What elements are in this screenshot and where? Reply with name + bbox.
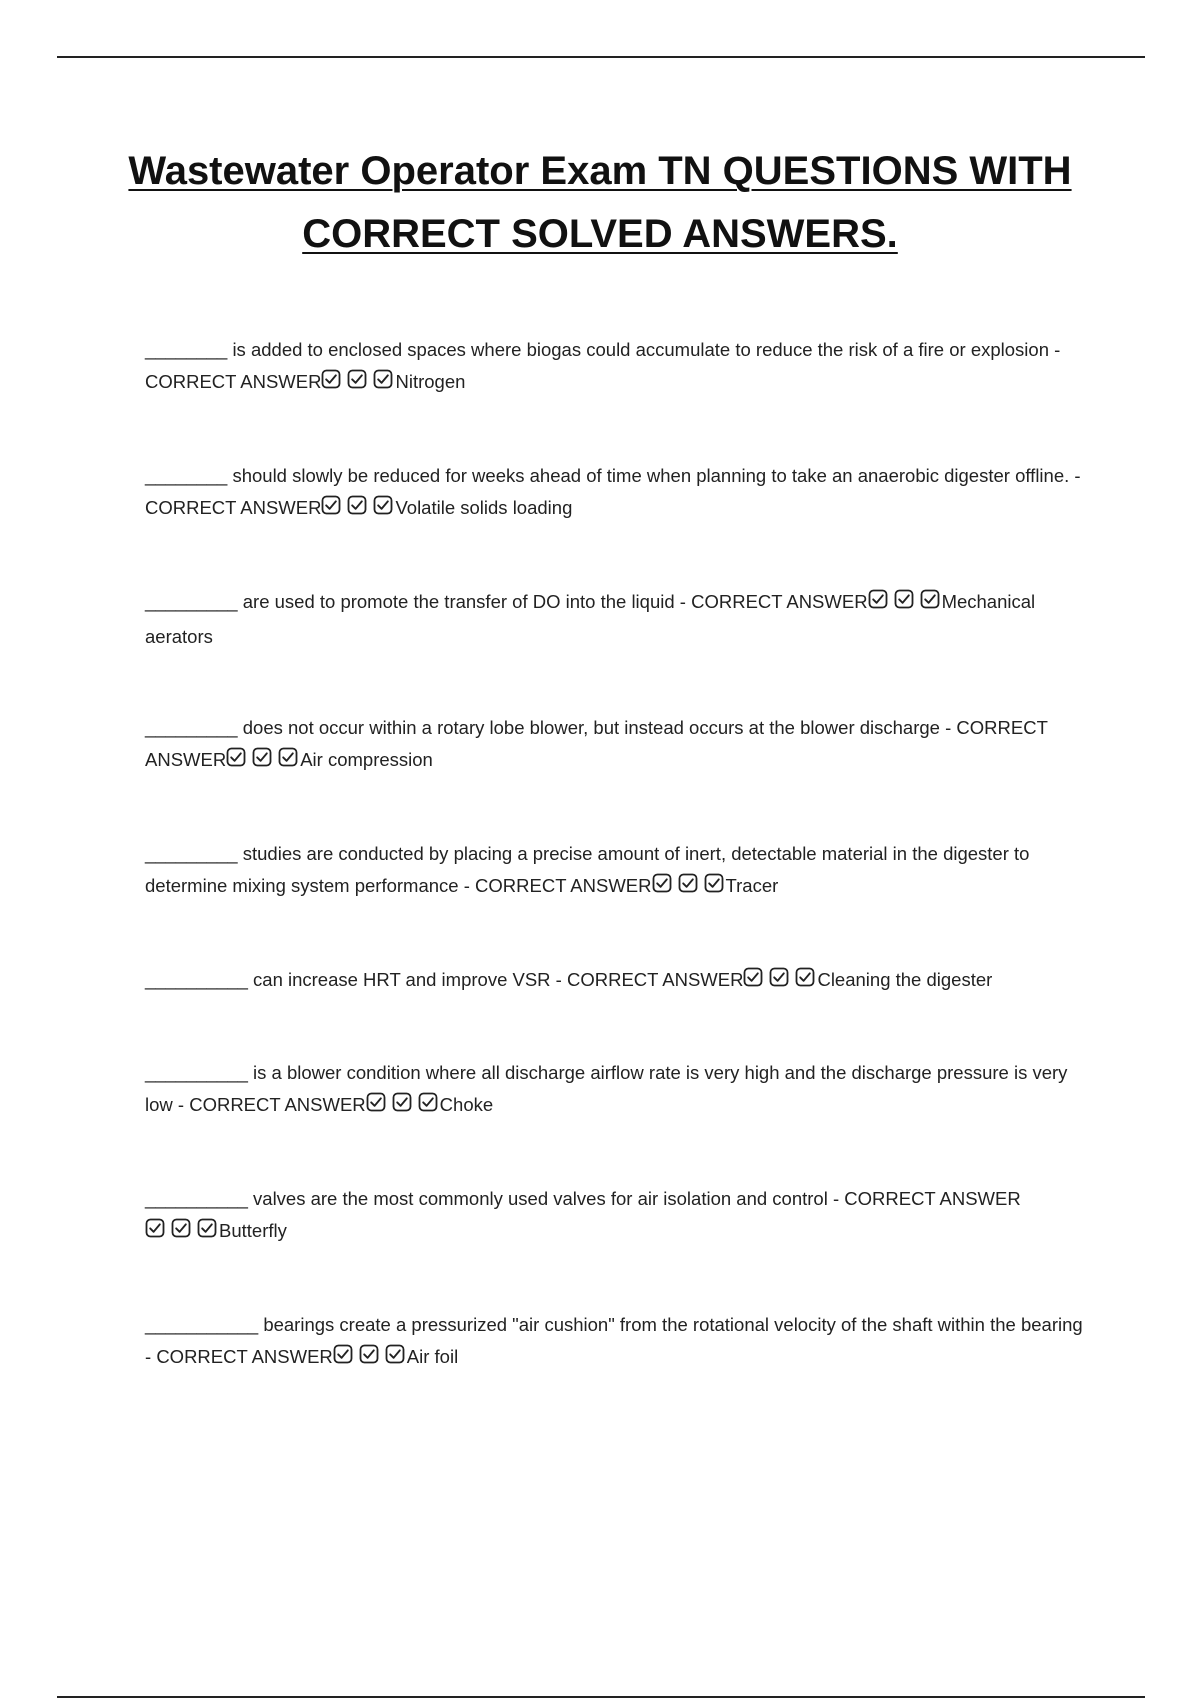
answer-label: CORRECT ANSWER: [844, 1188, 1021, 1209]
answer-label: CORRECT ANSWER: [691, 591, 868, 612]
question-text: __________ is a blower condition where all discharge airflow rate is very high and the discharge pressure is very low -: [145, 1062, 1068, 1115]
checkbox-checked-icon: [226, 747, 246, 767]
check-group: [366, 1092, 440, 1124]
answer-text: Butterfly: [219, 1220, 287, 1241]
question-text: _________ does not occur within a rotary lobe blower, but instead occurs at the blower discharge -: [145, 717, 957, 738]
checkbox-checked-icon: [347, 369, 367, 389]
checkbox-checked-icon: [321, 369, 341, 389]
page-title: Wastewater Operator Exam TN QUESTIONS WITH CORRECT SOLVED ANSWERS.: [128, 149, 1072, 256]
checkbox-checked-icon: [321, 495, 341, 515]
checkbox-checked-icon: [743, 967, 763, 987]
qa-item: [145, 1183, 1085, 1250]
question-text: ________ should slowly be reduced for weeks ahead of time when planning to take an anaerobic digester offline. -: [145, 465, 1081, 486]
checkbox-checked-icon: [385, 1344, 405, 1364]
qa-item: [145, 1057, 1085, 1124]
qa-item: [145, 586, 1085, 653]
check-group: [321, 495, 395, 527]
answer-text: Air compression: [300, 749, 433, 770]
qa-item: [145, 964, 1085, 999]
question-text: _________ studies are conducted by placing a precise amount of inert, detectable material in the digester to determine mixing system performance -: [145, 843, 1030, 896]
question-text: _________ are used to promote the transfer of DO into the liquid -: [145, 591, 692, 612]
answer-text: Tracer: [725, 875, 779, 896]
checkbox-checked-icon: [171, 1218, 191, 1238]
checkbox-checked-icon: [252, 747, 272, 767]
answer-label: CORRECT ANSWER: [475, 875, 652, 896]
checkbox-checked-icon: [704, 873, 724, 893]
bottom-rule: [57, 1696, 1145, 1698]
answer-label: CORRECT ANSWER: [145, 371, 322, 392]
checkbox-checked-icon: [333, 1344, 353, 1364]
answer-label: CORRECT ANSWER: [189, 1094, 366, 1115]
checkbox-checked-icon: [769, 967, 789, 987]
check-group: [868, 589, 942, 621]
checkbox-checked-icon: [373, 369, 393, 389]
checkbox-checked-icon: [373, 495, 393, 515]
check-group: [743, 967, 817, 999]
check-group: [226, 747, 300, 779]
checkbox-checked-icon: [366, 1092, 386, 1112]
question-text: ___________ bearings create a pressurized "air cushion" from the rotational velocity of the shaft within the bearing -: [145, 1314, 1083, 1367]
checkbox-checked-icon: [347, 495, 367, 515]
answer-label: CORRECT ANSWER: [156, 1346, 333, 1367]
qa-item: [145, 1309, 1085, 1376]
checkbox-checked-icon: [359, 1344, 379, 1364]
qa-list: [145, 334, 1085, 1435]
check-group: [333, 1344, 407, 1376]
answer-text: Choke: [439, 1094, 494, 1115]
checkbox-checked-icon: [652, 873, 672, 893]
question-text: __________ can increase HRT and improve VSR -: [145, 969, 567, 990]
checkbox-checked-icon: [894, 589, 914, 609]
answer-label: CORRECT ANSWER: [145, 717, 1048, 770]
checkbox-checked-icon: [418, 1092, 438, 1112]
check-group: [145, 1218, 219, 1250]
answer-text: Cleaning the digester: [817, 969, 993, 990]
check-group: [652, 873, 726, 905]
qa-item: [145, 838, 1085, 905]
checkbox-checked-icon: [392, 1092, 412, 1112]
checkbox-checked-icon: [795, 967, 815, 987]
checkbox-checked-icon: [868, 589, 888, 609]
checkbox-checked-icon: [678, 873, 698, 893]
checkbox-checked-icon: [145, 1218, 165, 1238]
qa-item: [145, 712, 1085, 779]
check-group: [321, 369, 395, 401]
question-text: __________ valves are the most commonly used valves for air isolation and control -: [145, 1188, 845, 1209]
answer-text: Nitrogen: [395, 371, 466, 392]
checkbox-checked-icon: [278, 747, 298, 767]
checkbox-checked-icon: [197, 1218, 217, 1238]
qa-item: [145, 460, 1085, 527]
answer-text: Volatile solids loading: [395, 497, 573, 518]
answer-label: CORRECT ANSWER: [566, 969, 744, 990]
answer-text: Air foil: [406, 1346, 459, 1367]
top-rule: [57, 56, 1145, 58]
question-text: ________ is added to enclosed spaces where biogas could accumulate to reduce the risk of a fire or explosion -: [145, 339, 1061, 360]
answer-text: Mechanical aerators: [145, 591, 1036, 647]
qa-item: [145, 334, 1085, 401]
answer-label: CORRECT ANSWER: [145, 497, 322, 518]
checkbox-checked-icon: [920, 589, 940, 609]
